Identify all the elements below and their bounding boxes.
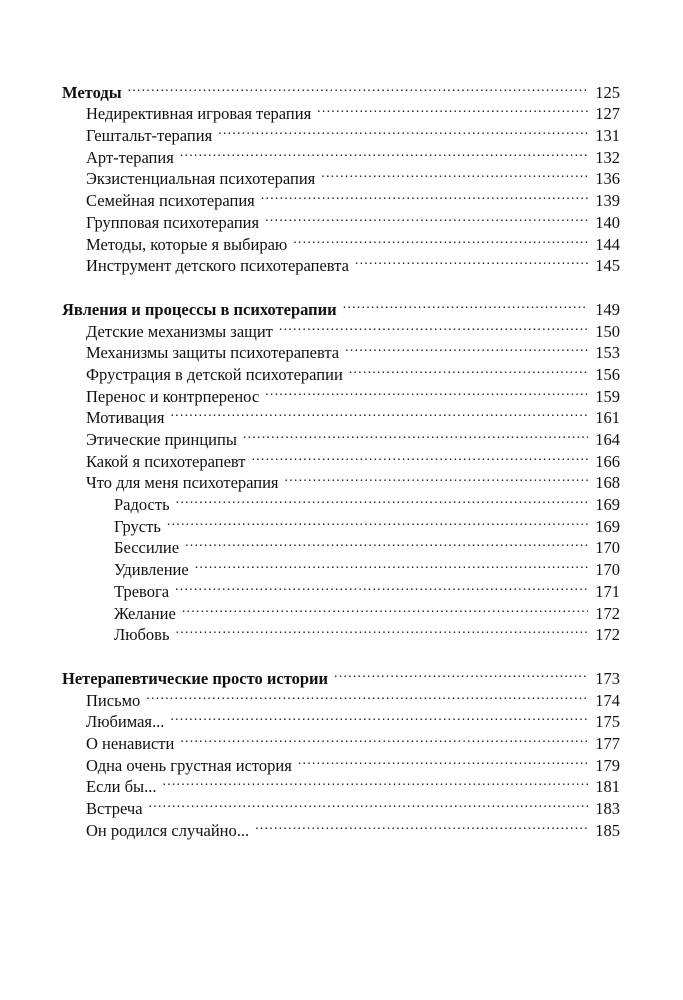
entry-title: Нетерапевтические просто истории [62, 668, 329, 688]
page-number: 170 [595, 560, 620, 580]
page-number: 172 [595, 603, 620, 623]
page-number: 159 [595, 386, 620, 406]
page-number: 164 [595, 430, 620, 449]
dot-leader [317, 98, 588, 120]
entry-title: Любовь [114, 625, 170, 645]
dot-leader [185, 532, 588, 554]
dot-leader [334, 662, 588, 684]
toc-entry-chapter [62, 662, 620, 688]
page-number: 132 [595, 147, 620, 167]
page-number: 166 [595, 451, 620, 471]
entry-title: Семейная психотерапия [86, 191, 255, 211]
page-number: 144 [595, 234, 620, 254]
page-number: 153 [595, 343, 620, 363]
page-number: 168 [595, 473, 620, 493]
toc-entry-chapter [62, 293, 620, 319]
entry-title: Гештальт-терапия [86, 126, 213, 146]
page-number: 156 [595, 364, 620, 384]
entry-title: Групповая психотерапия [86, 212, 260, 232]
page-number: 171 [595, 581, 620, 601]
entry-title: Грусть [114, 516, 161, 536]
entry-title: Детские механизмы защит [86, 321, 273, 341]
dot-leader [349, 358, 588, 380]
entry-title: Перенос и контрперенос [86, 386, 260, 406]
page-number: 140 [595, 212, 620, 232]
entry-title: Арт-терапия [86, 147, 174, 167]
toc-entry-subchapter [62, 684, 620, 710]
page-number: 174 [595, 690, 620, 710]
entry-title: Если бы... [86, 777, 157, 797]
entry-title: Фрустрация в детской психотерапии [86, 364, 343, 384]
dot-leader [167, 510, 588, 532]
entry-title: Механизмы защиты психотерапевта [86, 343, 340, 363]
toc-section [62, 76, 620, 276]
dot-leader [265, 380, 588, 402]
page-number: 161 [595, 408, 620, 428]
dot-leader [345, 337, 588, 359]
page-number: 145 [595, 256, 620, 276]
page-number: 150 [595, 321, 620, 341]
page-number: 181 [595, 777, 620, 797]
dot-leader [128, 76, 588, 98]
dot-leader [265, 206, 588, 228]
dot-leader [218, 119, 588, 141]
entry-title: Этические принципы [86, 430, 237, 449]
dot-leader [243, 423, 588, 445]
page-number: 127 [595, 104, 620, 124]
dot-leader [180, 141, 588, 163]
page-number: 131 [595, 126, 620, 146]
page-number: 183 [595, 799, 620, 818]
entry-title: Он родился случайно... [86, 820, 250, 840]
entry-title: Удивление [114, 560, 189, 580]
dot-leader [182, 597, 588, 619]
entry-title: Экзистенциальная психотерапия [86, 169, 316, 189]
entry-title: Инструмент детского психотерапевта [86, 256, 349, 276]
dot-leader [162, 771, 588, 793]
toc-entry-subchapter [62, 814, 620, 840]
entry-title: Тревога [114, 581, 170, 601]
toc-entry-subchapter [62, 706, 620, 732]
dot-leader [298, 749, 588, 771]
dot-leader [343, 293, 588, 315]
dot-leader [355, 250, 588, 272]
entry-title: Одна очень грустная история [86, 755, 292, 775]
dot-leader [321, 163, 588, 185]
dot-leader [251, 445, 588, 467]
dot-leader [195, 553, 588, 575]
page-number: 139 [595, 191, 620, 211]
page-number: 185 [595, 820, 620, 840]
entry-title: О ненависти [86, 733, 175, 753]
dot-leader [180, 727, 588, 749]
page-number: 169 [595, 495, 620, 515]
entry-title: Мотивация [86, 408, 165, 428]
dot-leader [285, 467, 588, 489]
dot-leader [293, 228, 588, 250]
entry-title: Встреча [86, 799, 143, 818]
dot-leader [176, 488, 588, 510]
table-of-contents [62, 76, 620, 858]
toc-entry-chapter [62, 76, 620, 102]
entry-title: Методы [62, 82, 122, 102]
toc-entry-subchapter [62, 98, 620, 124]
entry-title: Письмо [86, 690, 141, 710]
page-number: 136 [595, 169, 620, 189]
page-number: 169 [595, 516, 620, 536]
entry-title: Что для меня психотерапия [86, 473, 279, 493]
entry-title: Недирективная игровая терапия [86, 104, 312, 124]
dot-leader [261, 184, 588, 206]
page-number: 175 [595, 712, 620, 732]
page-number: 149 [595, 299, 620, 319]
toc-section [62, 662, 620, 840]
dot-leader [175, 575, 588, 597]
entry-title: Методы, которые я выбираю [86, 234, 288, 254]
dot-leader [175, 619, 588, 641]
dot-leader [255, 814, 588, 836]
dot-leader [149, 792, 588, 814]
entry-title: Желание [114, 603, 176, 623]
page-number: 172 [595, 625, 620, 645]
page-number: 177 [595, 733, 620, 753]
page-number: 170 [595, 538, 620, 558]
page-number: 179 [595, 755, 620, 775]
dot-leader [279, 315, 588, 337]
page-number: 173 [595, 668, 620, 688]
page-number: 125 [595, 82, 620, 102]
entry-title: Какой я психотерапевт [86, 451, 246, 471]
dot-leader [146, 684, 588, 706]
entry-title: Явления и процессы в психотерапии [62, 299, 337, 319]
entry-title: Бессилие [114, 538, 180, 558]
toc-section [62, 293, 620, 645]
dot-leader [170, 706, 588, 728]
dot-leader [170, 402, 588, 424]
entry-title: Радость [114, 495, 170, 515]
entry-title: Любимая... [86, 712, 165, 732]
